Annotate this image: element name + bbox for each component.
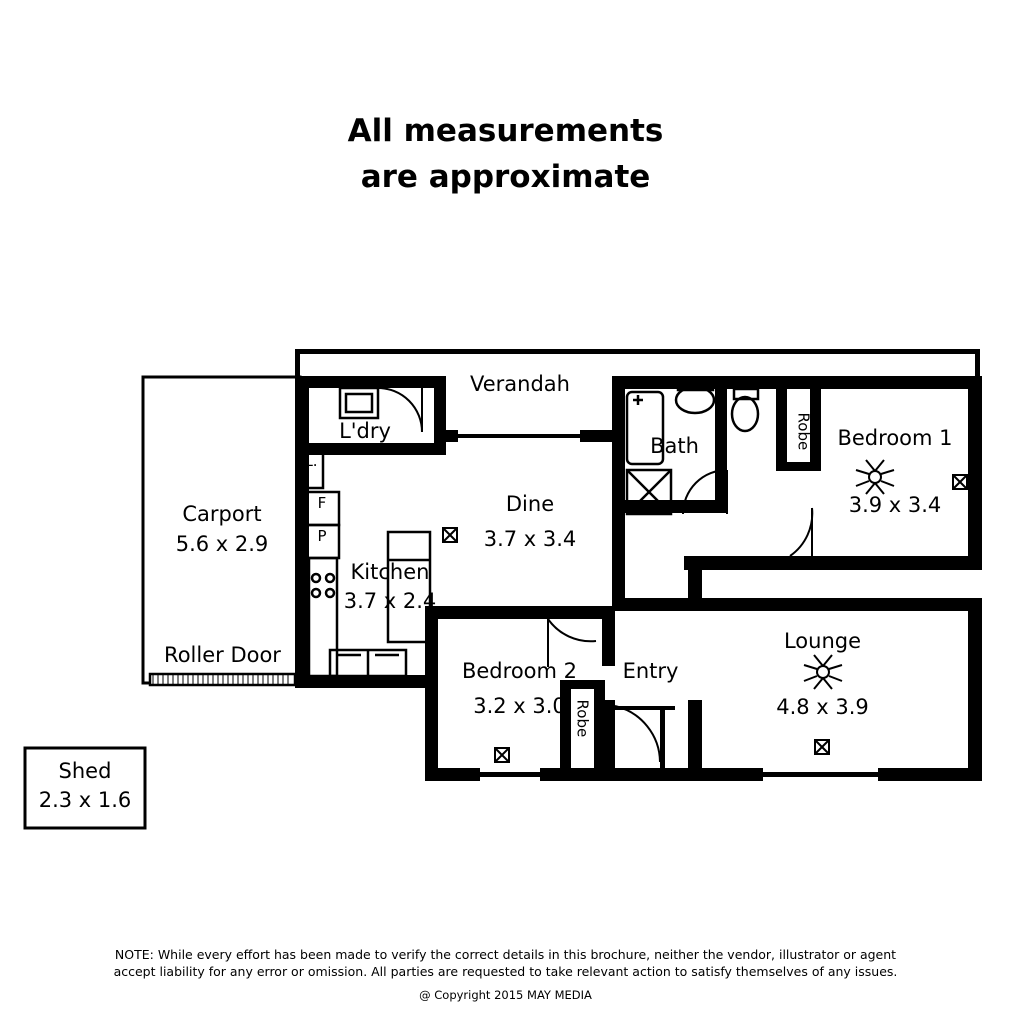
title-line-1: All measurements	[347, 113, 664, 149]
room-label-lounge: Lounge	[783, 629, 862, 653]
room-label-fridge: F	[317, 494, 327, 512]
ceiling-fan-lounge-icon	[804, 655, 842, 689]
room-label-carport: Carport	[182, 502, 262, 526]
room-size-dine: 3.7 x 3.4	[483, 527, 577, 551]
room-label-roller-door: Roller Door	[164, 643, 281, 667]
room-size-lounge: 4.8 x 3.9	[776, 695, 869, 719]
room-size-bedroom2: 3.2 x 3.0	[473, 694, 566, 718]
room-label-robe-bedroom1: Robe	[794, 412, 813, 451]
room-label-linen: L.	[304, 452, 318, 470]
room-label-ldry: L'dry	[339, 419, 391, 443]
roller-door-symbol	[150, 674, 295, 685]
room-size-kitchen: 3.7 x 2.4	[343, 589, 437, 613]
room-label-verandah-fridge: F	[438, 435, 448, 453]
copyright-text: @ Copyright 2015 MAY MEDIA	[419, 988, 592, 1002]
room-size-bedroom1: 3.9 x 3.4	[848, 493, 942, 517]
room-label-entry: Entry	[622, 659, 679, 683]
carport-outline	[143, 377, 300, 683]
room-label-shed: Shed	[58, 759, 112, 783]
room-label-dine: Dine	[505, 492, 555, 516]
room-label-robe-bedroom2: Robe	[573, 699, 592, 738]
ceiling-fan-bedroom1-icon	[856, 460, 894, 494]
room-size-shed: 2.3 x 1.6	[38, 788, 132, 812]
room-label-bedroom2: Bedroom 2	[461, 659, 578, 683]
room-label-bath: Bath	[650, 434, 699, 458]
room-label-pantry: P	[317, 527, 327, 545]
room-size-carport: 5.6 x 2.9	[175, 532, 269, 556]
room-label-bedroom1: Bedroom 1	[837, 426, 953, 450]
disclaimer-line-2: accept liability for any error or omission. All parties are requested to take relevant action to satisfy themselves of any issues.	[113, 964, 898, 979]
title-line-2: are approximate	[360, 159, 651, 195]
room-label-verandah: Verandah	[470, 372, 570, 396]
room-label-kitchen: Kitchen	[350, 560, 430, 584]
disclaimer-note	[0, 946, 1011, 980]
disclaimer-line-1: NOTE: While every effort has been made to verify the correct details in this brochure, neither the vendor, illustrator or agent	[114, 947, 897, 962]
